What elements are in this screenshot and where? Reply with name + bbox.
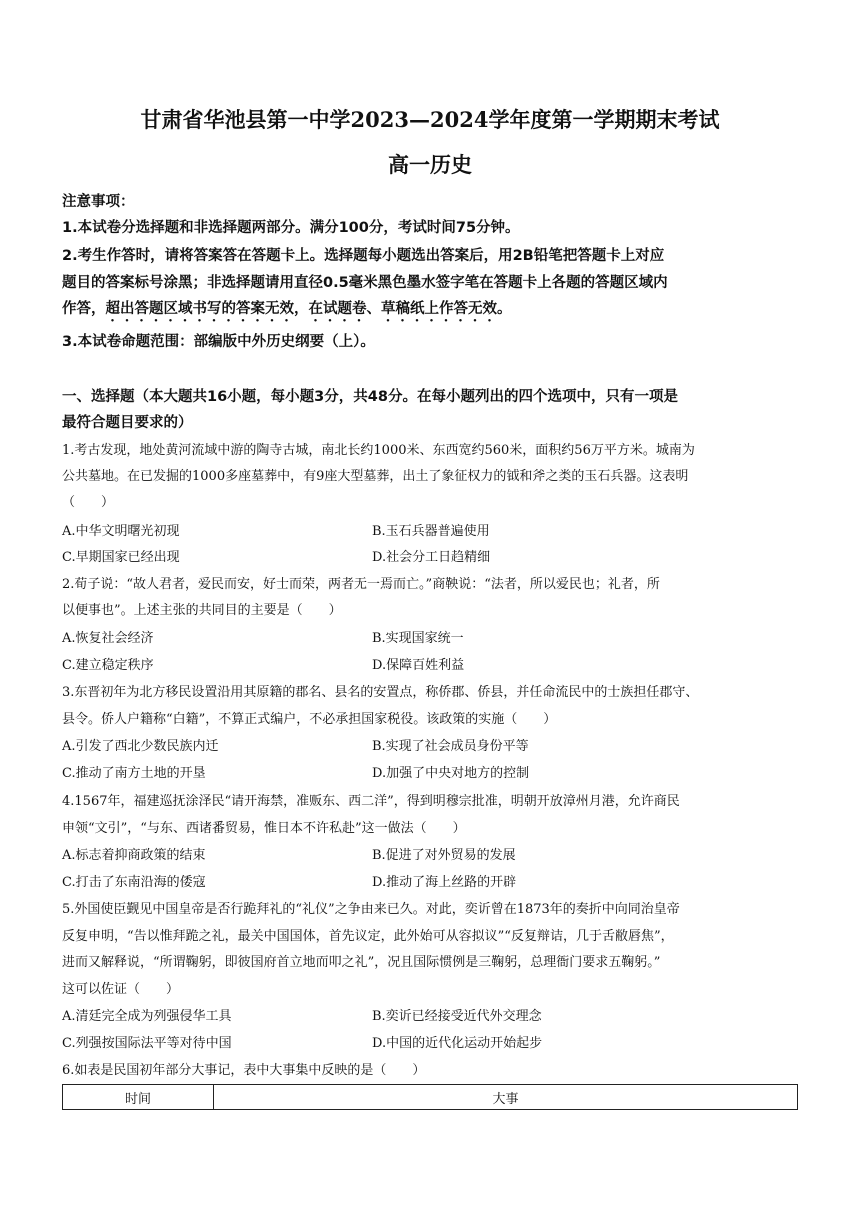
events-table bbox=[62, 1084, 798, 1110]
question-5-line: 反复申明，“告以惟拜跪之礼，最关中国国体，首先议定，此外始可从容拟议”“反复辩诘，几于舌敝唇焦”， bbox=[62, 929, 674, 944]
note-3: 3.本试卷命题范围：部编版中外历史纲要（上）。 bbox=[62, 334, 375, 350]
question-1-option-b: B.玉石兵器普遍使用 bbox=[372, 524, 490, 539]
question-3-option-a: A.引发了西北少数民族内迁 bbox=[62, 739, 219, 754]
table-header-row bbox=[63, 1085, 798, 1110]
question-3-option-b: B.实现了社会成员身份平等 bbox=[372, 739, 529, 754]
note-2-line-1: 2.考生作答时，请将答案答在答题卡上。选择题每小题选出答案后，用2B铅笔把答题卡上对应 bbox=[62, 248, 665, 264]
question-2-option-b: B.实现国家统一 bbox=[372, 631, 464, 646]
question-1-line: 公共墓地。在已发掘的1000多座墓葬中，有9座大型墓葬，出土了象征权力的钺和斧之类的玉石兵器。这表明 bbox=[62, 469, 689, 484]
question-1-option-c: C.早期国家已经出现 bbox=[62, 550, 180, 565]
question-5-option-c: C.列强按国际法平等对待中国 bbox=[62, 1036, 232, 1051]
question-1-line: 1.考古发现，地处黄河流域中游的陶寺古城，南北长约1000米、东西宽约560米，面积约56万平方米。城南为 bbox=[62, 443, 695, 458]
note-2-emphasis-2: 在试题卷、草稿纸上作答无效 bbox=[308, 301, 497, 317]
question-3-line: 3.东晋初年为北方移民设置沿用其原籍的郡名、县名的安置点，称侨郡、侨县，并任命流民中的士族担任郡守、 bbox=[62, 685, 699, 700]
exam-title: 甘肃省华池县第一中学2023—2024学年度第一学期期末考试 bbox=[140, 107, 720, 132]
note-1: 1.本试卷分选择题和非选择题两部分。满分100分，考试时间75分钟。 bbox=[62, 220, 520, 236]
exam-subject: 高一历史 bbox=[388, 152, 472, 177]
table-header-time: 时间 bbox=[63, 1085, 214, 1110]
note-2-text: 作答， bbox=[62, 301, 106, 317]
table-header-events: 大事 bbox=[214, 1085, 798, 1110]
question-5-option-a: A.清廷完全成为列强侵华工具 bbox=[62, 1009, 232, 1024]
question-3-option-d: D.加强了中央对地方的控制 bbox=[372, 766, 530, 781]
question-5-option-d: D.中国的近代化运动开始起步 bbox=[372, 1036, 543, 1051]
question-1-option-d: D.社会分工日趋精细 bbox=[372, 550, 491, 565]
note-2-line-2: 题目的答案标号涂黑；非选择题请用直径0.5毫米黑色墨水签字笔在答题卡上各题的答题区域内 bbox=[62, 275, 668, 291]
question-4-option-c: C.打击了东南沿海的倭寇 bbox=[62, 875, 206, 890]
question-2-option-a: A.恢复社会经济 bbox=[62, 631, 154, 646]
section-heading-line-1: 一、选择题（本大题共16小题，每小题3分，共48分。在每小题列出的四个选项中，只有一项是 bbox=[62, 389, 678, 405]
question-1-option-a: A.中华文明曙光初现 bbox=[62, 524, 180, 539]
section-heading-line-2: 最符合题目要求的） bbox=[62, 415, 193, 431]
question-4-option-b: B.促进了对外贸易的发展 bbox=[372, 848, 516, 863]
question-3-option-c: C.推动了南方土地的开垦 bbox=[62, 766, 206, 781]
question-4-line: 申领“文引”，“与东、西诸番贸易，惟日本不许私赴”这一做法（ ） bbox=[62, 821, 466, 836]
question-6-line: 6.如表是民国初年部分大事记，表中大事集中反映的是（ ） bbox=[62, 1063, 426, 1078]
question-5-line: 这可以佐证（ ） bbox=[62, 982, 180, 997]
question-2-option-c: C.建立稳定秩序 bbox=[62, 658, 154, 673]
question-2-line: 以便事也”。上述主张的共同目的主要是（ ） bbox=[62, 603, 342, 618]
question-2-line: 2.荀子说：“故人君者，爱民而安，好士而荣，两者无一焉而亡。”商鞅说：“法者，所以爱民也；礼者，所 bbox=[62, 577, 660, 592]
question-5-option-b: B.奕䜣已经接受近代外交理念 bbox=[372, 1009, 542, 1024]
question-2-option-d: D.保障百姓利益 bbox=[372, 658, 465, 673]
question-1-line: （ ） bbox=[62, 495, 115, 510]
question-4-option-a: A.标志着抑商政策的结束 bbox=[62, 848, 206, 863]
question-3-line: 县令。侨人户籍称“白籍”，不算正式编户，不必承担国家税役。该政策的实施（ ） bbox=[62, 712, 557, 727]
note-2-text: ， bbox=[294, 301, 309, 317]
notes-heading: 注意事项： bbox=[62, 194, 135, 210]
question-5-line: 进而又解释说，“所谓鞠躬，即彼国府首立地而叩之礼”，况且国际惯例是三鞠躬，总理衙门要求五鞠躬。” bbox=[62, 955, 661, 970]
question-5-line: 5.外国使臣觐见中国皇帝是否行跪拜礼的“礼仪”之争由来已久。对此，奕䜣曾在1873年的奏折中向同治皇帝 bbox=[62, 902, 680, 917]
note-2-emphasis-1: 超出答题区域书写的答案无效 bbox=[105, 301, 294, 317]
note-2-text: 。 bbox=[497, 301, 512, 317]
question-4-option-d: D.推动了海上丝路的开辟 bbox=[372, 875, 517, 890]
note-2-line-3 bbox=[62, 297, 512, 325]
question-4-line: 4.1567年，福建巡抚涂泽民“请开海禁，准贩东、西二洋”，得到明穆宗批准，明朝开放漳州月港，允许商民 bbox=[62, 794, 680, 809]
